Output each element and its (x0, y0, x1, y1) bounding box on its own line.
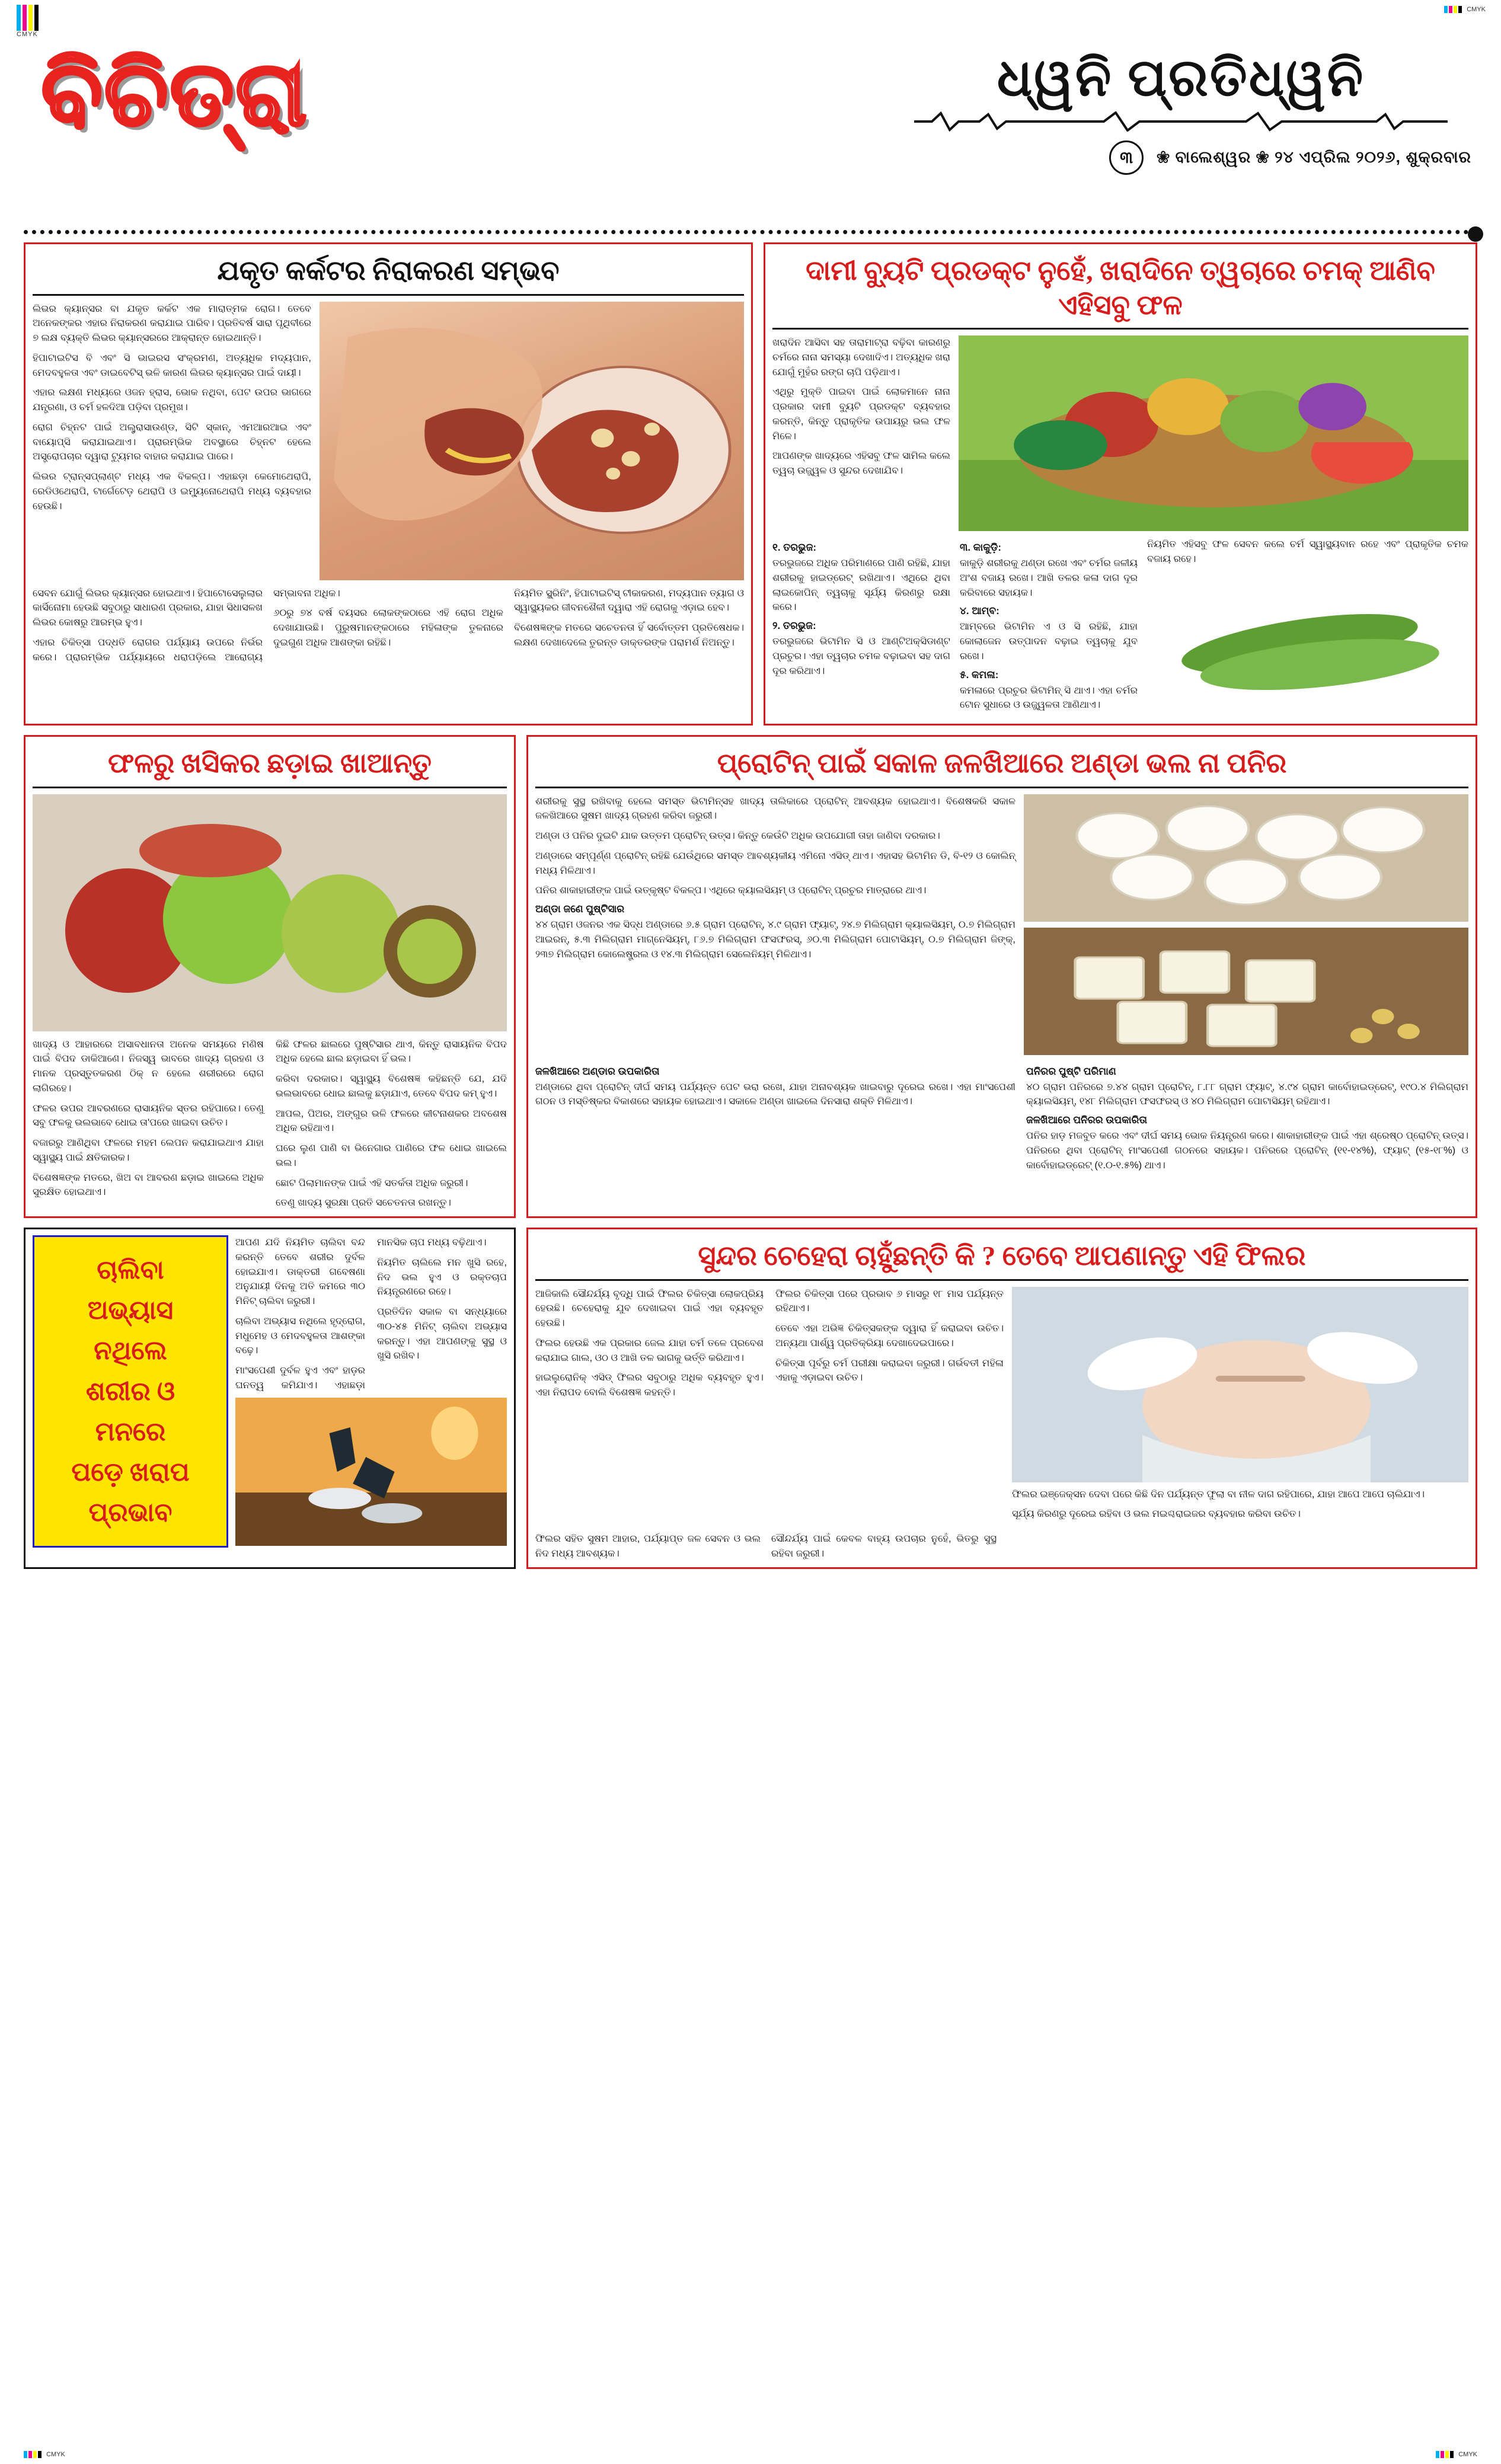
article-walking (24, 1228, 516, 1569)
paragraph: ପନିର ଶାକାହାରୀଙ୍କ ପାଇଁ ଉତ୍କୃଷ୍ଟ ବିକଳ୍ପ। ଏଥିରେ କ୍ୟାଲସିୟମ୍ ଓ ପ୍ରୋଟିନ୍ ପ୍ରଚୁର ମାତ୍ରାରେ ଥାଏ। (535, 885, 927, 896)
walking-body (235, 1235, 507, 1548)
paragraph: ଫିଲର ହେଉଛି ଏକ ପ୍ରକାର ଜେଲ ଯାହା ଚର୍ମ ତଳେ ପ୍ରବେଶ କରାଯାଇ ଗାଲ, ଓଠ ଓ ଆଖି ତଳ ଭାଗକୁ ଭର୍ତ୍ତି କରିଥାଏ। (535, 1337, 764, 1363)
running-photo (235, 1398, 507, 1546)
callout-line: ପ୍ରଭାବ (88, 1498, 173, 1527)
callout-line: ମନରେ (95, 1417, 166, 1446)
paragraph: ହିପାଟାଇଟିସ ବି ଏବଂ ସି ଭାଇରସ ସଂକ୍ରମଣ, ଅତ୍ୟଧିକ ମଦ୍ୟପାନ, ମେଦବହୁଳତା ଏବଂ ଡାଇବେଟିସ୍ ଭଳି କାରଣ ଲିଭର କ୍ୟାନ୍ସର ପାଇଁ ଦାୟୀ। (33, 352, 311, 378)
paragraph: ଆଜିକାଲି ସୌନ୍ଦର୍ଯ୍ୟ ବୃଦ୍ଧି ପାଇଁ ଫିଲର ଚିକିତ୍ସା ଲୋକପ୍ରିୟ ହେଉଛି। ଚେହେରାକୁ ଯୁବ ଦେଖାଇବା ପାଇଁ ଏହା ବ୍ୟବହୃତ ହେଉଛି। (535, 1288, 764, 1328)
paragraph: ଫିଲର ସହିତ ସୁଷମ ଆହାର, ପର୍ଯ୍ୟାପ୍ତ ଜଳ ସେବନ ଓ ଭଲ ନିଦ ମଧ୍ୟ ଆବଶ୍ୟକ। (535, 1533, 761, 1559)
article-face-headline: ସୁନ୍ଦର ଚେହେରା ଚାହୁଁଛନ୍ତି କି ? ତେବେ ଆପଣାନ୍ତୁ ଏହି ଫିଲର (698, 1241, 1306, 1271)
beauty-list-col3 (1147, 537, 1468, 718)
paragraph: ବିଶେଷଜ୍ଞଙ୍କ ମତରେ ସଚେତନତା ହିଁ ସର୍ବୋତ୍ତମ ପ୍ରତିଷେଧକ। ଲକ୍ଷଣ ଦେଖାଦେଲେ ତୁରନ୍ତ ଡାକ୍ତରଙ୍କ ପରାମର୍ଶ ନିଅନ୍ତୁ। (514, 622, 744, 648)
beauty-right-note: ନିୟମିତ ଏହିସବୁ ଫଳ ସେବନ କଲେ ଚର୍ମ ସ୍ୱାସ୍ଥ୍ୟବାନ ରହେ ଏବଂ ପ୍ରାକୃତିକ ଚମକ ବଜାୟ ରହେ। (1147, 539, 1468, 564)
walking-text (235, 1235, 507, 1393)
paragraph: କରିବା ଦରକାର। ସ୍ୱାସ୍ଥ୍ୟ ବିଶେଷଜ୍ଞ କହିଛନ୍ତି ଯେ, ଯଦି ଭଲଭାବରେ ଧୋଇ ଛାଲକୁ ଛଡ଼ାଯାଏ, ତେବେ ବିପଦ କମ୍ ହୁଏ। (276, 1073, 507, 1099)
callout-line: ପଡ଼େ ଖରାପ (71, 1457, 190, 1487)
article-liver-figure (320, 302, 744, 580)
paragraph: ଖରାଦିନ ଆସିବା ସହ ତାରାମାଟ୍ରା ବଢ଼ିବା କାରଣରୁ ଚର୍ମରେ ନାନା ସମସ୍ୟା ଦେଖାଦିଏ। ଅତ୍ୟଧିକ ଖରା ଯୋଗୁଁ ମୁହଁର ରଙ୍ଗ ଚାପି ପଡ଼ିଥାଏ। (772, 337, 950, 378)
paragraph: ଆପଣ ଯଦି ନିୟମିତ ଚାଲିବା ବନ୍ଦ କରନ୍ତି ତେବେ ଶରୀର ଦୁର୍ବଳ ହୋଇଯାଏ। ଡାକ୍ତରୀ ଗବେଷଣା ଅନୁଯାୟୀ ଦିନକୁ ଅତି କମରେ ୩୦ ମିନିଟ୍ ଚାଲିବା ଜରୁରୀ। (235, 1237, 365, 1306)
paragraph: ପ୍ରତିଦିନ ସକାଳ ବା ସନ୍ଧ୍ୟାରେ ୩୦-୪୫ ମିନିଟ୍ ଚାଲିବା ଅଭ୍ୟାସ କରନ୍ତୁ। ଏହା ଆପଣଙ୍କୁ ସୁସ୍ଥ ଓ ଖୁସି ରଖିବ। (377, 1306, 507, 1362)
protein-sub2 (1026, 1061, 1468, 1178)
zigzag-divider (914, 111, 1448, 132)
protein-sub1-title: ଜଳଖିଆରେ ଅଣ୍ଡାର ଉପକାରିତା (535, 1065, 660, 1077)
crop-mark-top-left (17, 5, 88, 38)
paragraph: ହାଇଲୁରୋନିକ୍ ଏସିଡ୍ ଫିଲର ସବୁଠାରୁ ଅଧିକ ବ୍ୟବହୃତ ହୁଏ। ଏହା ନିରାପଦ ବୋଲି ବିଶେଷଜ୍ଞ କହନ୍ତି। (535, 1372, 764, 1398)
beauty-item-text: କାକୁଡ଼ି ଶରୀରକୁ ଥଣ୍ଡା ରଖେ ଏବଂ ଚର୍ମର ଜଳୀୟ ଅଂଶ ବଜାୟ ରଖେ। ଆଖି ତଳର କଳା ଦାଗ ଦୂର କରିବାରେ ସହାୟକ। (960, 558, 1138, 598)
cmyk-label: CMYK (17, 31, 38, 38)
article-beauty-intro (772, 335, 950, 531)
callout-line: ନଥିଲେ (94, 1336, 167, 1366)
paragraph: ଅଣ୍ଡାରେ ସମ୍ପୂର୍ଣ୍ଣ ପ୍ରୋଟିନ୍ ରହିଛି ଯେଉଁଥିରେ ସମସ୍ତ ଆବଶ୍ୟକୀୟ ଏମିନୋ ଏସିଡ୍ ଥାଏ। ଏହାସହ ଭିଟାମିନ ଡି, ବି-୧୨ ଓ କୋଲିନ୍ ମଧ୍ୟ ମିଳିଥାଏ। (535, 850, 1015, 876)
paragraph: ଲିଭର କ୍ୟାନ୍ସର ବା ଯକୃତ କର୍କଟ ଏକ ମାରାତ୍ମକ ରୋଗ। ତେବେ ଅନେକଙ୍କର ଏହାର ନିରାକରଣ କରାଯାଇ ପାରିବ। ପ୍ରତିବର୍ଷ ସାରା ପୃଥିବୀରେ ୭ ଲକ୍ଷ ବ୍ୟକ୍ତି ଲିଭର କ୍ୟାନ୍ସରରେ ଆକ୍ରାନ୍ତ ହୋଇଥାନ୍ତି। (33, 303, 311, 343)
protein-sub3-title: ଜଳଖିଆରେ ପନିରର ଉପକାରିତା (1026, 1114, 1147, 1126)
fruit-photo (33, 794, 507, 1031)
publication-logo: ବିଚିତ୍ରା (41, 46, 309, 144)
row-middle (24, 735, 1477, 1218)
face-text-left (535, 1287, 1004, 1400)
divider (33, 787, 507, 788)
beauty-item-title: ୨. ତରଭୁଜ: (772, 620, 816, 631)
callout-line: ଚାଲିବା (97, 1255, 164, 1284)
paragraph: ଆପଣଙ୍କ ଖାଦ୍ୟରେ ଏହିସବୁ ଫଳ ସାମିଲ କଲେ ତ୍ୱଚା ଉଜ୍ଜ୍ୱଳ ଓ ସୁନ୍ଦର ଦେଖାଯିବ। (772, 450, 950, 476)
divider (33, 294, 744, 296)
article-protein-headline: ପ୍ରୋଟିନ୍ ପାଇଁ ସକାଳ ଜଳଖିଆରେ ଅଣ୍ଡା ଭଲ ନା ପନିର (717, 748, 1287, 778)
fruit-basket-photo (959, 335, 1468, 531)
beauty-item-text: ଆମ୍ବରେ ଭିଟାମିନ ଏ ଓ ସି ରହିଛି, ଯାହା କୋଲାଜେନ ଉତ୍ପାଦନ ବଢ଼ାଇ ତ୍ୱଚାକୁ ଯୁବ ରଖେ। (960, 621, 1138, 661)
paragraph: ତେବେ ଏହା ଅଭିଜ୍ଞ ଚିକିତ୍ସକଙ୍କ ଦ୍ୱାରା ହିଁ କରାଇବା ଉଚିତ। ଅନ୍ୟଥା ପାର୍ଶ୍ୱ ପ୍ରତିକ୍ରିୟା ଦେଖାଦେଇପାରେ। (775, 1323, 1004, 1348)
issue-number: ୩ (1109, 140, 1144, 175)
brand-title: ଧ୍ୱନି ପ୍ରତିଧ୍ୱନି (997, 50, 1365, 107)
paragraph: ୪୦ ଗ୍ରାମ ପନିରରେ ୭.୪୪ ଗ୍ରାମ ପ୍ରୋଟିନ୍, ୮.୮୮ ଗ୍ରାମ ଫ୍ୟାଟ୍, ୪.୯୪ ଗ୍ରାମ କାର୍ବୋହାଇଡ୍ରେଟ୍, ୧୯୦.୪ ମିଲିଗ୍ରାମ କ୍ୟାଲସିୟମ୍, ୧୪୮ ମିଲିଗ୍ରାମ ଫସଫରସ୍ ଓ ୪୦ ମିଲିଗ୍ରାମ ପୋଟାସିୟମ୍ ରହିଥାଏ। (1026, 1081, 1468, 1107)
beauty-item-title: ୫. କମଳା: (960, 669, 999, 680)
protein-intro (535, 794, 1015, 1055)
article-beauty-figure (959, 335, 1468, 531)
paragraph: ଆପଲ, ପିଅର, ଅଙ୍ଗୁର ଭଳି ଫଳରେ କୀଟନାଶକର ଅବଶେଷ ଅଧିକ ରହିଥାଏ। (276, 1108, 507, 1134)
callout-line: ଶରୀର ଓ (85, 1376, 175, 1406)
row-bottom (24, 1228, 1477, 1569)
row-top (24, 242, 1477, 726)
paragraph: ଲିଭର ଟ୍ରାନ୍ସପ୍ଲାଣ୍ଟ ମଧ୍ୟ ଏକ ବିକଳ୍ପ। ଏହାଛଡ଼ା କେମୋଥେରାପି, ରେଡିଓଥେରାପି, ଟାର୍ଗେଟେଡ଼ ଥେରାପି ଓ ଇମ୍ୟୁନୋଥେରାପି ମଧ୍ୟ ବ୍ୟବହାର ହେଉଛି। (33, 471, 311, 512)
paragraph: ଅଣ୍ଡା ଓ ପନିର ଦୁଇଟି ଯାକ ଉତ୍ତମ ପ୍ରୋଟିନ୍ ଉତ୍ସ। କିନ୍ତୁ କେଉଁଟି ଅଧିକ ଉପଯୋଗୀ ତାହା ଜାଣିବା ଦରକାର। (535, 830, 940, 841)
footer-cmyk-right: CMYK (1436, 2451, 1477, 2458)
paragraph: ଚିକିତ୍ସା ପୂର୍ବରୁ ଚର୍ମ ପରୀକ୍ଷା କରାଇବା ଜରୁରୀ। ଗର୍ଭବତୀ ମହିଳା ଏହାକୁ ଏଡ଼ାଇବା ଉଚିତ। (775, 1357, 1004, 1383)
callout-line: ଅଭ୍ୟାସ (87, 1296, 174, 1325)
paragraph: ଫଳର ଉପର ଆବରଣରେ ରାସାୟନିକ ସ୍ତର ରହିପାରେ। ତେଣୁ ସବୁ ଫଳକୁ ଭଲଭାବେ ଧୋଇ ତା'ପରେ ଖାଇବା ଉଚିତ। (33, 1102, 264, 1129)
paragraph: ରୋଗ ଚିହ୍ନଟ ପାଇଁ ଅଲ୍ଟ୍ରାସାଉଣ୍ଡ, ସିଟି ସ୍କାନ୍, ଏମଆରଆଇ ଏବଂ ବାୟୋପ୍ସି କରାଯାଇଥାଏ। ପ୍ରାରମ୍ଭିକ ଅବସ୍ଥାରେ ଚିହ୍ନଟ ହେଲେ ଅସ୍ତ୍ରୋପଚାର ଦ୍ୱାରା ଟ୍ୟୁମର ବାହାର କରାଯାଇ ପାରେ। (33, 421, 311, 462)
paragraph: ଫିଲର ଚିକିତ୍ସା ପରେ ପ୍ରଭାବ ୬ ମାସରୁ ୧୮ ମାସ ପର୍ଯ୍ୟନ୍ତ ରହିଥାଏ। (775, 1288, 1004, 1314)
walking-callout (33, 1235, 228, 1548)
divider (772, 328, 1468, 330)
beauty-item-title: ୧. ତରଭୁଜ: (772, 542, 817, 553)
paragraph: ଏହାର ଲକ୍ଷଣ ମଧ୍ୟରେ ଓଜନ ହ୍ରାସ, ଭୋକ ନଥିବା, ପେଟ ଉପର ଭାଗରେ ଯନ୍ତ୍ରଣା, ଓ ଚର୍ମ ହଳଦିଆ ପଡ଼ିବା ପ୍ରମୁଖ। (33, 387, 311, 413)
beauty-item-title: ୪. ଆମ୍ବ: (960, 605, 999, 617)
paragraph: ଚାଲିବା ଅଭ୍ୟାସ ନଥିଲେ ହୃଦ୍‌ରୋଗ, ମଧୁମେହ ଓ ମେଦବହୁଳତା ଆଶଙ୍କା ବଢ଼େ। (235, 1315, 365, 1356)
article-face (526, 1228, 1477, 1569)
paragraph: ତେଣୁ ଖାଦ୍ୟ ସୁରକ୍ଷା ପ୍ରତି ସଚେତନତା ରଖନ୍ତୁ। (276, 1197, 451, 1209)
paragraph: ଛୋଟ ପିଲାମାନଙ୍କ ପାଇଁ ଏହି ସତର୍କତା ଅଧିକ ଜରୁରୀ। (276, 1177, 468, 1188)
issue-meta (890, 140, 1471, 175)
paragraph: ବଜାରରୁ ଆଣିଥିବା ଫଳରେ ମହମ ଲେପନ କରାଯାଇଥାଏ ଯାହା ସ୍ୱାସ୍ଥ୍ୟ ପାଇଁ କ୍ଷତିକାରକ। (33, 1137, 264, 1163)
article-liver-col1 (33, 302, 311, 580)
masthead-rule (24, 230, 1477, 234)
crop-mark-top-right (1444, 6, 1486, 13)
page-footer-marks (24, 2451, 1477, 2458)
article-beauty-headline: ଦାମୀ ବ୍ୟୁଟି ପ୍ରଡକ୍ଟ ନୁହେଁ, ଖରାଦିନେ ତ୍ୱଚାରେ ଚମକ୍ ଆଣିବ ଏହିସବୁ ଫଳ (806, 255, 1435, 320)
page-content (24, 242, 1477, 1569)
paragraph: ମାଂସପେଶୀ ଦୁର୍ବଳ ହୁଏ ଏବଂ ହାଡ଼ର ଘନତ୍ୱ କମିଯାଏ। ଏହାଛଡ଼ା ମାନସିକ ଚାପ ମଧ୍ୟ ବଢ଼ିଥାଏ। (235, 1237, 487, 1391)
paragraph: ସେବନ ଯୋଗୁଁ ଲିଭର କ୍ୟାନ୍ସର ହୋଇଥାଏ। ହିପାଟୋସେଲୁଲାର କାର୍ସିନୋମା ହେଉଛି ସବୁଠାରୁ ସାଧାରଣ ପ୍ରକାର, ଯାହା ସିଧାସଳଖ ଲିଭର କୋଷରୁ ଆରମ୍ଭ ହୁଏ। (33, 587, 263, 628)
divider (535, 787, 1468, 788)
beauty-item-text: ତରଭୁଜରେ ଅଧିକ ପରିମାଣରେ ପାଣି ରହିଛି, ଯାହା ଶରୀରକୁ ହାଇଡ୍ରେଟ୍ ରଖିଥାଏ। ଏଥିରେ ଥିବା ଲାଇକୋପିନ୍ ତ୍ୱଚାକୁ ସୂର୍ଯ୍ୟ କିରଣରୁ ରକ୍ଷା କରେ। (772, 558, 950, 613)
paragraph: ଖାଦ୍ୟ ଓ ଆହାରରେ ଅସାବଧାନତା ଅନେକ ସମୟରେ ମଣିଷ ପାଇଁ ବିପଦ ଡାକିଆଣେ। ନିଜସ୍ୱ ଭାବରେ ଖାଦ୍ୟ ଗ୍ରହଣ ଓ ମାନକ ପ୍ରସ୍ତୁତକରଣ ଠିକ୍ ନ ହେଲେ ଶରୀରରେ ରୋଗ ଲାଗିରହେ। (33, 1038, 264, 1094)
article-liver-headline: ଯକୃତ କର୍କଟର ନିରାକରଣ ସମ୍ଭବ (217, 255, 560, 286)
protein-table-title: ଅଣ୍ଡା ଜଣେ ପୁଷ୍ଟିସାର (535, 903, 625, 915)
face-col-right (1012, 1287, 1468, 1527)
footer-cmyk-left: CMYK (24, 2451, 65, 2458)
beauty-list-col2 (960, 537, 1138, 718)
cucumber-photo (1147, 573, 1468, 703)
liver-illustration (320, 302, 744, 580)
paragraph: ସୂର୍ଯ୍ୟ କିରଣରୁ ଦୂରେଇ ରହିବା ଓ ଭଲ ମଇଶ୍ଚରାଇଜର ବ୍ୟବହାର କରିବା ଉଚିତ। (1012, 1509, 1301, 1520)
paragraph: ଅଣ୍ଡାରେ ଥିବା ପ୍ରୋଟିନ୍ ଦୀର୍ଘ ସମୟ ପର୍ଯ୍ୟନ୍ତ ପେଟ ଭରା ରଖେ, ଯାହା ଅନାବଶ୍ୟକ ଖାଇବାରୁ ଦୂରେଇ ରଖେ। ଏହା ମାଂସପେଶୀ ଗଠନ ଓ ମସ୍ତିଷ୍କର ବିକାଶରେ ସହାୟକ ହୋଇଥାଏ। ସକାଳେ ଅଣ୍ଡା ଖାଇଲେ ଦିନସାରା ଶକ୍ତି ମିଳିଥାଏ। (535, 1081, 1015, 1107)
protein-sub2-title: ପନିରର ପୁଷ୍ଟି ପରିମାଣ (1026, 1065, 1116, 1077)
spa-treatment-photo (1012, 1287, 1468, 1482)
paragraph: ଫିଲର ଇଞ୍ଜେକ୍ସନ ଦେବା ପରେ କିଛି ଦିନ ପର୍ଯ୍ୟନ୍ତ ଫୁଲା ବା ନୀଳ ଦାଗ ରହିପାରେ, ଯାହା ଆପେ ଆପେ ଚାଲିଯାଏ। (1012, 1488, 1425, 1500)
protein-table-text: ୪୪ ଗ୍ରାମ ଓଜନର ଏକ ସିଦ୍ଧ ଅଣ୍ଡାରେ ୬.୫ ଗ୍ରାମ ପ୍ରୋଟିନ୍, ୪.୯ ଗ୍ରାମ ଫ୍ୟାଟ୍, ୨୪.୭ ମିଲିଗ୍ରାମ କ୍ୟାଲସିୟମ୍, ୦.୭ ମିଲିଗ୍ରାମ ଆଇରନ୍, ୫.୩ ମିଲିଗ୍ରାମ ମାଗ୍ନେସିୟମ୍, ୮୬.୭ ମିଲିଗ୍ରାମ ଫସଫରସ୍, ୬୦.୩ ମିଲିଗ୍ରାମ ପୋଟାସିୟମ୍, ୦.୭ ମିଲିଗ୍ରାମ ଜିଙ୍କ୍, ୨୩୭ ମିଲିଗ୍ରାମ କୋଲେଷ୍ଟ୍ରଲ ଓ ୧୪.୩ ମିଲିଗ୍ରାମ ସେଲେନିୟମ୍ ମିଳିଥାଏ। (535, 919, 1015, 960)
beauty-item-title: ୩. କାକୁଡ଼ି: (960, 542, 1002, 553)
article-peel (24, 735, 516, 1218)
brand-block (890, 49, 1471, 175)
paragraph: କିଛି ଫଳର ଛାଲରେ ପୁଷ୍ଟିସାର ଥାଏ, କିନ୍ତୁ ରାସାୟନିକ ବିପଦ ଅଧିକ ହେଲେ ଛାଲ ଛଡ଼ାଇବା ହିଁ ଭଲ। (276, 1038, 507, 1065)
protein-sub1 (535, 1061, 1015, 1178)
paragraph: ଏହାର ଚିକିତ୍ସା ପଦ୍ଧତି ରୋଗର ପର୍ଯ୍ୟାୟ ଉପରେ ନିର୍ଭର କରେ। ପ୍ରାରମ୍ଭିକ ପର୍ଯ୍ୟାୟରେ ଧରାପଡ଼ିଲେ ଆରୋଗ୍ୟ ସମ୍ଭାବନା ଅଧିକ। (33, 587, 340, 663)
eggs-photo (1024, 794, 1468, 922)
divider (535, 1279, 1468, 1281)
article-liver-lower (33, 586, 744, 665)
paragraph: ନିୟମିତ ସ୍କ୍ରିନିଂ, ହିପାଟାଇଟିସ୍ ଟୀକାକରଣ, ମଦ୍ୟପାନ ତ୍ୟାଗ ଓ ସ୍ୱାସ୍ଥ୍ୟକର ଜୀବନଶୈଳୀ ଦ୍ୱାରା ଏହି ରୋଗକୁ ଏଡ଼ାଇ ହେବ। (514, 587, 744, 613)
paragraph: ସୌନ୍ଦର୍ଯ୍ୟ ପାଇଁ କେବଳ ବାହ୍ୟ ଉପଚାର ନୁହେଁ, ଭିତରୁ ସୁସ୍ଥ ରହିବା ଜରୁରୀ। (771, 1533, 997, 1559)
article-protein (526, 735, 1477, 1218)
paragraph: ଏଥିରୁ ମୁକ୍ତି ପାଇବା ପାଇଁ ଲୋକମାନେ ନାନା ପ୍ରକାର ଦାମୀ ବ୍ୟୁଟି ପ୍ରଡକ୍ଟ ବ୍ୟବହାର କରନ୍ତି, କିନ୍ତୁ ପ୍ରାକୃତିକ ଉପାୟରୁ ଭଲ ଫଳ ମିଳେ। (772, 386, 950, 442)
beauty-list-col1 (772, 537, 950, 718)
article-peel-body (33, 1037, 507, 1211)
article-beauty (764, 242, 1477, 726)
paneer-photo (1024, 928, 1468, 1055)
paragraph: ନିୟମିତ ଚାଲିଲେ ମନ ଖୁସି ରହେ, ନିଦ ଭଲ ହୁଏ ଓ ରକ୍ତଚାପ ନିୟନ୍ତ୍ରଣରେ ରହେ। (377, 1257, 507, 1297)
masthead (24, 31, 1477, 226)
paragraph: ଶରୀରକୁ ସୁସ୍ଥ ରଖିବାକୁ ହେଲେ ସମସ୍ତ ଭିଟାମିନ୍‌ସହ ଖାଦ୍ୟ ତାଲିକାରେ ପ୍ରୋଟିନ୍ ଆବଶ୍ୟକ ହୋଇଥାଏ। ବିଶେଷକରି ସକାଳ ଜଳଖିଆରେ ସୁଷମ ଖାଦ୍ୟ ଗ୍ରହଣ କରିବା ଜରୁରୀ। (535, 795, 1015, 822)
place-and-date: ❀ ବାଲେଶ୍ୱର ❀ ୨୪ ଏପ୍ରିଲ ୨୦୨୬, ଶୁକ୍ରବାର (1157, 148, 1471, 166)
paragraph: ୬୦ରୁ ୭୪ ବର୍ଷ ବୟସର ଲୋକଙ୍କଠାରେ ଏହି ରୋଗ ଅଧିକ ଦେଖାଯାଉଛି। ପୁରୁଷମାନଙ୍କଠାରେ ମହିଳାଙ୍କ ତୁଳନାରେ ଦୁଇଗୁଣ ଅଧିକ ଆଶଙ୍କା ରହିଛି। (273, 608, 503, 648)
cmyk-label-right: CMYK (1467, 6, 1486, 13)
paragraph: ଘରେ ଲୁଣ ପାଣି ବା ଭିନେଗାର ପାଣିରେ ଫଳ ଧୋଇ ଖାଇଲେ ଭଲ। (276, 1143, 507, 1168)
beauty-item-text: ତରଭୁଜରେ ଭିଟାମିନ ସି ଓ ଆଣ୍ଟିଅକ୍ସିଡାଣ୍ଟ ପ୍ରଚୁର। ଏହା ତ୍ୱଚାର ଚମକ ବଢ଼ାଇବା ସହ ଦାଗ ଦୂର କରିଥାଏ। (772, 636, 950, 676)
paragraph: ପନିର ହାଡ଼ ମଜବୁତ କରେ ଏବଂ ଦୀର୍ଘ ସମୟ ଭୋକ ନିୟନ୍ତ୍ରଣ କରେ। ଶାକାହାରୀଙ୍କ ପାଇଁ ଏହା ଶ୍ରେଷ୍ଠ ପ୍ରୋଟିନ୍ ଉତ୍ସ। ପନିରରେ ଥିବା ପ୍ରୋଟିନ୍ ମାଂସପେଶୀ ଗଠନରେ ସହାୟକ। ପନିରରେ ପ୍ରୋଟିନ୍ (୧୧-୧୪%), ଫ୍ୟାଟ୍ (୧୫-୧୮%) ଓ କାର୍ବୋହାଇଡ୍ରେଟ୍ (୧.୦-୧.୫%) ଥାଏ। (1026, 1130, 1468, 1171)
face-col-left (535, 1287, 1004, 1527)
paragraph: ବିଶେଷଜ୍ଞଙ୍କ ମତରେ, ଖିଅ ବା ଆବରଣ ଛଡ଼ାଇ ଖାଇଲେ ଅଧିକ ସୁରକ୍ଷିତ ହୋଇଥାଏ। (33, 1172, 264, 1198)
protein-figures (1024, 794, 1468, 1055)
article-peel-headline: ଫଳରୁ ଖସିକର ଛଡ଼ାଇ ଖାଆନ୍ତୁ (108, 748, 432, 778)
face-text-bottom (535, 1532, 1468, 1561)
beauty-item-text: କମଳାରେ ପ୍ରଚୁର ଭିଟାମିନ୍ ସି ଥାଏ। ଏହା ଚର୍ମର ଟୋନ ସୁଧାରେ ଓ ଉଜ୍ଜ୍ୱଳତା ଆଣିଥାଏ। (960, 685, 1138, 711)
article-liver (24, 242, 753, 726)
